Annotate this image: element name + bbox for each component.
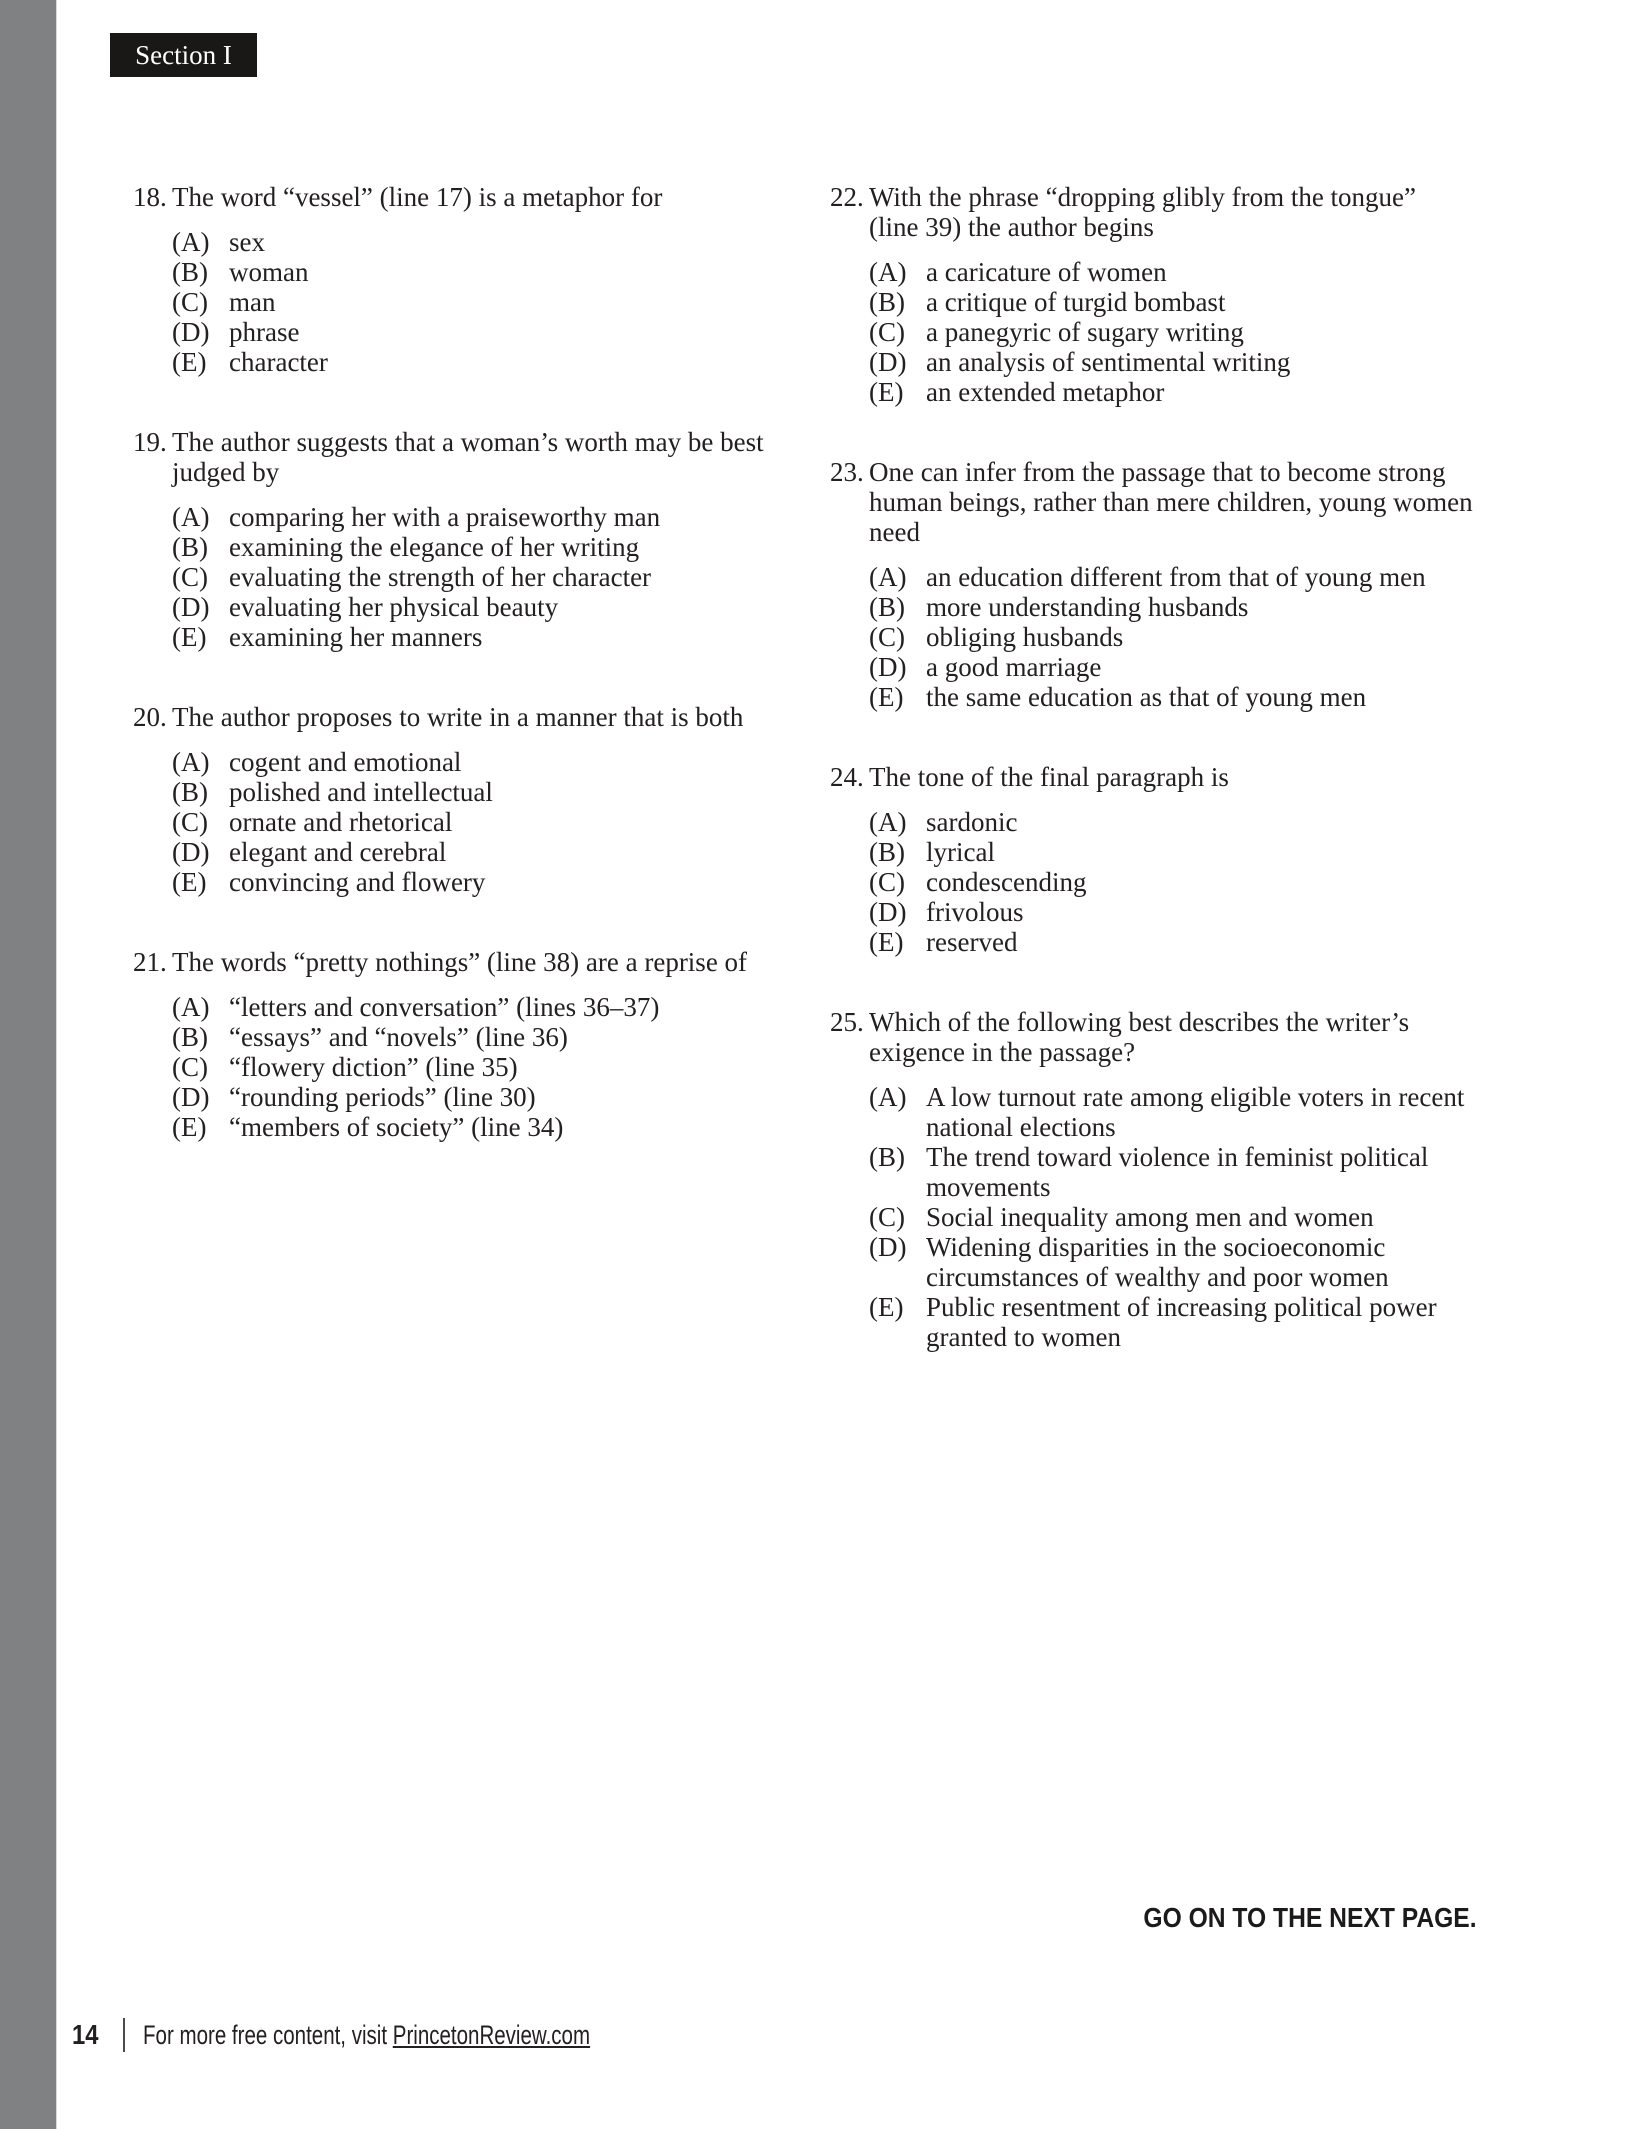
option-letter: (B)	[172, 1022, 208, 1052]
option-letter: (D)	[869, 1232, 907, 1262]
question-22	[830, 182, 1450, 407]
option-text-line: evaluating her physical beauty	[229, 592, 559, 622]
question-20-option-a	[172, 747, 753, 777]
option-text	[926, 1292, 1437, 1352]
option-letter: (E)	[172, 1112, 207, 1142]
question-text-line: The tone of the final paragraph is	[869, 762, 1229, 792]
question-18-option-b	[172, 257, 753, 287]
question-number: 21.	[133, 947, 167, 977]
option-text	[229, 747, 461, 777]
question-text	[172, 427, 764, 487]
option-text-line: obliging husbands	[926, 622, 1124, 652]
option-text	[926, 867, 1086, 897]
question-23-option-b	[869, 592, 1450, 622]
option-text-line: convincing and flowery	[229, 867, 486, 897]
question-18-option-a	[172, 227, 753, 257]
question-text-line: With the phrase “dropping glibly from the tongue”	[869, 182, 1417, 212]
question-20-option-e	[172, 867, 753, 897]
option-text	[229, 992, 659, 1022]
question-21-stem	[133, 947, 753, 977]
question-21-option-d	[172, 1082, 753, 1112]
question-20-option-b	[172, 777, 753, 807]
option-text	[926, 927, 1017, 957]
option-letter: (A)	[172, 992, 210, 1022]
question-number: 22.	[830, 182, 864, 212]
question-22-option-c	[869, 317, 1450, 347]
option-text-line: phrase	[229, 317, 300, 347]
option-letter: (E)	[172, 867, 207, 897]
option-text-line: polished and intellectual	[229, 777, 493, 807]
option-text	[229, 1112, 563, 1142]
option-text	[229, 777, 493, 807]
question-24-option-c	[869, 867, 1450, 897]
option-text-line: condescending	[926, 867, 1087, 897]
question-23-option-a	[869, 562, 1450, 592]
option-letter: (E)	[869, 682, 904, 712]
question-19-option-c	[172, 562, 753, 592]
question-22-option-d	[869, 347, 1450, 377]
question-text-line: The words “pretty nothings” (line 38) are a reprise of	[172, 947, 748, 977]
option-text-line: sex	[229, 227, 265, 257]
option-text-line: character	[229, 347, 328, 377]
question-number: 23.	[830, 457, 864, 487]
question-22-option-a	[869, 257, 1450, 287]
option-text-line: frivolous	[926, 897, 1024, 927]
question-18	[133, 182, 753, 377]
option-text-line: man	[229, 287, 276, 317]
question-25-option-a	[869, 1082, 1465, 1142]
option-letter: (E)	[869, 1292, 904, 1322]
option-text-line: a critique of turgid bombast	[926, 287, 1226, 317]
question-text	[172, 702, 743, 732]
option-letter: (E)	[172, 347, 207, 377]
option-letter: (A)	[869, 562, 907, 592]
option-text-line: an analysis of sentimental writing	[926, 347, 1291, 377]
option-text-line: “flowery diction” (line 35)	[229, 1052, 518, 1082]
option-text	[229, 867, 485, 897]
question-25-stem	[830, 1007, 1450, 1067]
option-text	[229, 317, 299, 347]
section-badge	[110, 33, 257, 77]
question-text-line: Which of the following best describes the writer’s	[869, 1007, 1410, 1037]
option-text	[926, 347, 1290, 377]
question-number: 25.	[830, 1007, 864, 1037]
option-text	[926, 1202, 1374, 1232]
question-text	[869, 182, 1416, 242]
option-text	[926, 1232, 1389, 1292]
option-text	[229, 1052, 518, 1082]
option-letter: (C)	[869, 867, 905, 897]
question-19	[133, 427, 764, 652]
option-text-line: sardonic	[926, 807, 1018, 837]
option-text	[926, 897, 1024, 927]
option-text-line: a good marriage	[926, 652, 1102, 682]
option-letter: (C)	[172, 562, 208, 592]
question-25	[830, 1007, 1465, 1352]
option-text-line: ornate and rhetorical	[229, 807, 453, 837]
question-21-option-b	[172, 1022, 753, 1052]
question-20	[133, 702, 753, 897]
option-text	[229, 807, 452, 837]
question-20-stem	[133, 702, 753, 732]
option-text	[926, 592, 1248, 622]
option-letter: (B)	[869, 837, 905, 867]
option-text-line: evaluating the strength of her character	[229, 562, 652, 592]
option-text	[229, 227, 265, 257]
question-24	[830, 762, 1450, 957]
option-letter: (B)	[172, 257, 208, 287]
option-text	[926, 1142, 1428, 1202]
option-letter: (D)	[172, 837, 210, 867]
option-letter: (C)	[869, 317, 905, 347]
option-text	[229, 592, 558, 622]
option-letter: (C)	[869, 1202, 905, 1232]
question-19-stem	[133, 427, 764, 487]
option-letter: (A)	[869, 807, 907, 837]
question-21-option-c	[172, 1052, 753, 1082]
option-text	[229, 287, 276, 317]
question-23-option-d	[869, 652, 1450, 682]
question-text	[172, 182, 662, 212]
question-text-line: need	[869, 517, 920, 547]
option-text	[926, 317, 1244, 347]
option-letter: (A)	[869, 257, 907, 287]
question-22-option-b	[869, 287, 1450, 317]
question-text-line: exigence in the passage?	[869, 1037, 1136, 1067]
questions-column-left	[133, 182, 764, 1192]
option-text-line: national elections	[926, 1112, 1116, 1142]
option-letter: (A)	[172, 227, 210, 257]
option-text-line: Social inequality among men and women	[926, 1202, 1374, 1232]
option-letter: (C)	[172, 1052, 208, 1082]
option-text	[926, 622, 1123, 652]
option-letter: (D)	[172, 317, 210, 347]
question-text	[869, 762, 1229, 792]
option-letter: (E)	[869, 927, 904, 957]
question-text-line: The author suggests that a woman’s worth may be best	[172, 427, 764, 457]
option-text	[229, 1082, 536, 1112]
option-text-line: the same education as that of young men	[926, 682, 1367, 712]
question-text-line: The author proposes to write in a manner that is both	[172, 702, 744, 732]
questions-column-right	[830, 182, 1473, 1402]
option-text	[229, 532, 639, 562]
question-23-option-e	[869, 682, 1450, 712]
option-text-line: granted to women	[926, 1322, 1121, 1352]
question-25-option-c	[869, 1202, 1450, 1232]
option-text	[229, 502, 660, 532]
question-19-option-e	[172, 622, 753, 652]
section-badge-label: Section I	[135, 39, 232, 70]
option-text	[926, 562, 1426, 592]
option-letter: (D)	[869, 347, 907, 377]
footer-promo	[143, 2020, 590, 2051]
question-24-option-e	[869, 927, 1450, 957]
princeton-review-link[interactable]: PrincetonReview.com	[392, 2019, 591, 2050]
option-letter: (C)	[172, 807, 208, 837]
option-text	[229, 1022, 568, 1052]
option-text	[229, 347, 328, 377]
question-number: 20.	[133, 702, 167, 732]
question-18-option-c	[172, 287, 753, 317]
option-text-line: “rounding periods” (line 30)	[229, 1082, 536, 1112]
question-20-option-d	[172, 837, 753, 867]
question-text	[172, 947, 747, 977]
option-text-line: an education different from that of young men	[926, 562, 1426, 592]
question-text-line: One can infer from the passage that to become strong	[869, 457, 1446, 487]
option-text	[926, 807, 1017, 837]
option-text-line: Widening disparities in the socioeconomic	[926, 1232, 1386, 1262]
option-text-line: comparing her with a praiseworthy man	[229, 502, 661, 532]
page-footer	[72, 2015, 731, 2055]
option-text	[926, 377, 1164, 407]
page-number: 14	[72, 2019, 99, 2050]
question-25-option-d	[869, 1232, 1450, 1292]
option-letter: (B)	[869, 1142, 905, 1172]
option-letter: (A)	[172, 747, 210, 777]
option-text-line: circumstances of wealthy and poor women	[926, 1262, 1389, 1292]
option-text-line: examining her manners	[229, 622, 483, 652]
question-23-stem	[830, 457, 1473, 547]
question-18-option-d	[172, 317, 753, 347]
question-text-line: human beings, rather than mere children, young women	[869, 487, 1473, 517]
question-text	[869, 457, 1473, 547]
option-text-line: a caricature of women	[926, 257, 1167, 287]
option-text	[229, 622, 482, 652]
option-text-line: “letters and conversation” (lines 36–37)	[229, 992, 660, 1022]
question-text-line: (line 39) the author begins	[869, 212, 1154, 242]
footer-promo-text: For more free content, visit	[143, 2019, 393, 2050]
option-letter: (D)	[869, 897, 907, 927]
option-text-line: more understanding husbands	[926, 592, 1249, 622]
option-text-line: reserved	[926, 927, 1018, 957]
question-number: 19.	[133, 427, 167, 457]
question-24-option-d	[869, 897, 1450, 927]
option-text	[926, 652, 1101, 682]
option-text-line: “essays” and “novels” (line 36)	[229, 1022, 568, 1052]
option-letter: (D)	[172, 1082, 210, 1112]
option-letter: (B)	[172, 532, 208, 562]
option-text-line: lyrical	[926, 837, 995, 867]
option-text-line: elegant and cerebral	[229, 837, 447, 867]
question-21	[133, 947, 753, 1142]
option-letter: (B)	[869, 287, 905, 317]
question-text	[869, 1007, 1409, 1067]
option-text	[926, 837, 995, 867]
option-letter: (B)	[172, 777, 208, 807]
option-text-line: examining the elegance of her writing	[229, 532, 640, 562]
option-text-line: “members of society” (line 34)	[229, 1112, 564, 1142]
question-22-stem	[830, 182, 1450, 242]
question-20-options	[172, 747, 753, 897]
question-25-options	[869, 1082, 1465, 1352]
question-23-options	[869, 562, 1450, 712]
option-letter: (D)	[172, 592, 210, 622]
question-18-options	[172, 227, 753, 377]
question-23-option-c	[869, 622, 1450, 652]
question-25-option-e	[869, 1292, 1450, 1352]
question-number: 18.	[133, 182, 167, 212]
option-text	[926, 1082, 1464, 1142]
question-19-options	[172, 502, 753, 652]
question-24-option-b	[869, 837, 1450, 867]
question-23	[830, 457, 1473, 712]
question-24-stem	[830, 762, 1450, 792]
option-text-line: woman	[229, 257, 309, 287]
option-letter: (A)	[172, 502, 210, 532]
option-text-line: cogent and emotional	[229, 747, 462, 777]
question-20-option-c	[172, 807, 753, 837]
question-25-option-b	[869, 1142, 1450, 1202]
option-text	[926, 682, 1366, 712]
question-22-options	[869, 257, 1450, 407]
question-22-option-e	[869, 377, 1450, 407]
question-19-option-b	[172, 532, 753, 562]
option-text	[229, 562, 651, 592]
question-number: 24.	[830, 762, 864, 792]
option-letter: (E)	[869, 377, 904, 407]
option-letter: (C)	[172, 287, 208, 317]
question-24-option-a	[869, 807, 1450, 837]
option-text	[229, 257, 308, 287]
question-21-option-e	[172, 1112, 753, 1142]
question-text-line: The word “vessel” (line 17) is a metaphor for	[172, 182, 663, 212]
option-text-line: a panegyric of sugary writing	[926, 317, 1244, 347]
option-text-line: Public resentment of increasing political power	[926, 1292, 1437, 1322]
left-gray-margin-bar	[0, 0, 57, 2129]
option-letter: (D)	[869, 652, 907, 682]
question-text-line: judged by	[172, 457, 280, 487]
option-text	[926, 257, 1167, 287]
go-on-instruction: GO ON TO THE NEXT PAGE.	[1143, 1902, 1477, 1933]
option-letter: (C)	[869, 622, 905, 652]
option-text-line: The trend toward violence in feminist political	[926, 1142, 1429, 1172]
question-21-option-a	[172, 992, 753, 1022]
option-letter: (E)	[172, 622, 207, 652]
option-letter: (A)	[869, 1082, 907, 1112]
option-text	[926, 287, 1225, 317]
question-19-option-d	[172, 592, 753, 622]
question-19-option-a	[172, 502, 753, 532]
question-21-options	[172, 992, 753, 1142]
question-18-option-e	[172, 347, 753, 377]
question-18-stem	[133, 182, 753, 212]
option-text-line: an extended metaphor	[926, 377, 1165, 407]
footer-divider	[123, 2018, 125, 2052]
option-text-line: A low turnout rate among eligible voters in recent	[926, 1082, 1465, 1112]
option-letter: (B)	[869, 592, 905, 622]
option-text-line: movements	[926, 1172, 1051, 1202]
option-text	[229, 837, 446, 867]
question-24-options	[869, 807, 1450, 957]
